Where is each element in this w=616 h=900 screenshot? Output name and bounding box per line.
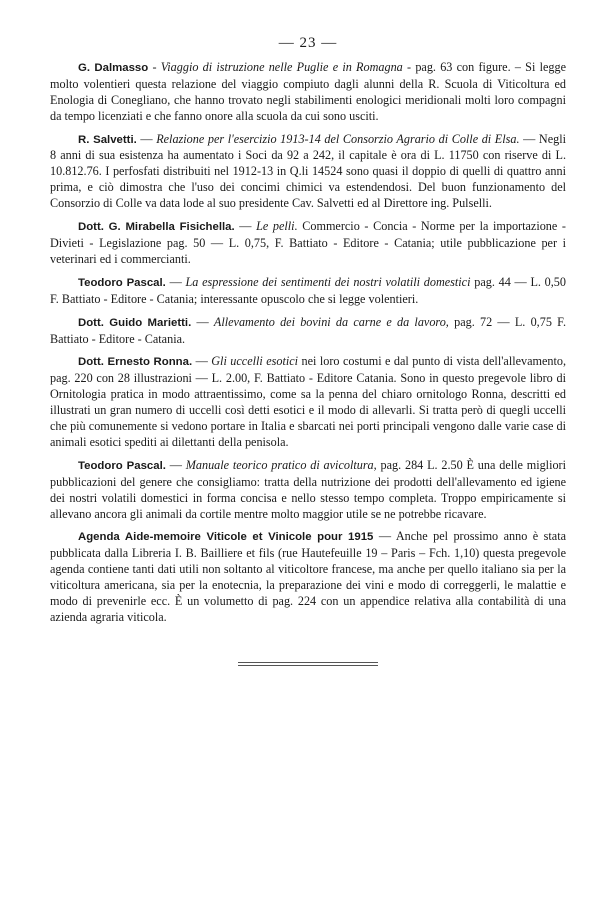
review-entry-ronna [50, 354, 566, 450]
entry-separator: — [234, 219, 257, 234]
entry-body: — Negli 8 anni di sua esistenza ha aumentato i Soci da 92 a 242, il capitale è ora di L. 11750 con riserve di L. 10.812.76. I perfosfati distribuiti nel 1912-13 in Q.li 14524 sono quasi il doppio di quelli di quattro anni prima, e ciò dimostra che l'uso dei concimi chimici va estendendosi. Del buon funzionamento del Consorzio di Colle va data lode al suo presidente Cav. Salvetti ed al Direttore ing. Pulselli. [50, 131, 566, 211]
entry-author: Dott. G. Mirabella Fisichella. [78, 221, 235, 234]
section-divider [238, 662, 378, 666]
entry-title: La espressione dei sentimenti dei nostri volatili domestici [185, 274, 471, 289]
entry-title: Viaggio di istruzione nelle Puglie e in Romagna [160, 59, 403, 74]
review-entry-marietti [50, 315, 566, 348]
entry-title: Gli uccelli esotici [211, 354, 299, 369]
document-page [50, 36, 566, 666]
page-number: — 23 — [278, 35, 338, 51]
entry-separator: — [191, 314, 214, 329]
review-entry-mirabella [50, 219, 566, 268]
entry-author: G. Dalmasso [78, 61, 149, 74]
review-entry-pascal-avicoltura [50, 458, 566, 523]
entry-body: nei loro costumi e dal punto di vista dell'allevamento, pag. 220 con 28 illustrazioni — L. 2.00, F. Battiato - Editore Catania. Sono in questo pregevole libro di Ornitologia pratica in modo attraentissimo, come sa la penna del chiaro ornitologo Ronna, descritti ed illustrati un gran numero di uccelli così detti esotici e il modo di allevarli. Si tratta però di quegli uccelli che più comunemente si vedono portare in Italia e sbarcati nei porti principali vengono dalle varie case di animali esotici spediti ai dilettanti della penisola. [50, 354, 567, 449]
entry-separator: — [373, 529, 396, 544]
entry-author: Dott. Guido Marietti. [78, 316, 192, 329]
entry-body: Commercio - Concia - Norme per la importazione - Divieti - Legislazione pag. 50 — L. 0,75, F. Battiato - Editore - Catania; utile pubblicazione per i veterinari ed i commercianti. [50, 219, 566, 266]
review-entry-pascal-volatili [50, 275, 566, 308]
entry-body: pag. 72 — L. 0,75 F. Battiato - Editore - Catania. [50, 314, 567, 346]
entry-author: Teodoro Pascal. [78, 459, 166, 472]
entry-separator: - [148, 59, 161, 74]
entry-separator: — [165, 274, 186, 289]
entry-body: pag. 44 — L. 0,50 F. Battiato - Editore - Catania; interessante opuscolo che si legge volentieri. [50, 274, 566, 306]
entry-body: pag. 284 L. 2.50 È una delle migliori pubblicazioni del genere che consigliamo: tratta della nutrizione dei prodotti dell'allevamento ed igiene dei nostri volatili domestici in forma concisa e nello stesso tempo completa. Troppo empiricamente si allevano ancora gli animali da cortile mentre molto maggior utile se ne potrebbe ricavare. [50, 457, 566, 521]
review-entry-agenda [50, 529, 566, 625]
entry-author: Agenda Aide-memoire Viticole et Vinicole pour 1915 [78, 531, 374, 544]
entry-separator: — [165, 457, 186, 472]
entry-separator: — [192, 354, 212, 369]
entry-title: Manuale teorico pratico di avicoltura, [185, 457, 377, 472]
entry-author: R. Salvetti. [78, 133, 137, 146]
entry-body: Anche pel prossimo anno è stata pubblicata dalla Libreria I. B. Bailliere et fils (rue Hautefeuille 19 – Paris – Fch. 1,10) questa pregevole agenda contiene tanti dati utili non soltanto al viticoltore francese, ma anche per quello italiano sia per la viticoltura americana, sia per la enotecnia, la preparazione dei vini e modo di correggerli, le malattie e modo di prevenirle ecc. È un volumetto di pag. 224 con un appendice relativa alla contabilità di una azienda agraria viticola. [50, 529, 566, 624]
review-entry-salvetti [50, 132, 566, 213]
entry-title: Le pelli. [256, 219, 298, 234]
entry-title: Allevamento dei bovini da carne e da lavoro, [213, 314, 449, 329]
entry-author: Dott. Ernesto Ronna. [78, 356, 193, 369]
entry-author: Teodoro Pascal. [78, 276, 166, 289]
review-entry-dalmasso [50, 60, 566, 125]
entry-separator: — [136, 131, 157, 146]
entry-title: Relazione per l'esercizio 1913-14 del Consorzio Agrario di Colle di Elsa. [156, 131, 520, 146]
entry-body: - pag. 63 con figure. – Si legge molto volentieri questa relazione del viaggio compiuto dagli alunni della R. Scuola di Viticoltura ed Enologia di Conegliano, che hanno trovato negli stabilimenti enologici meridionali molti loro compagni da tempo licenziati e che fanno onore alla scuola da cui sono usciti. [50, 59, 566, 123]
